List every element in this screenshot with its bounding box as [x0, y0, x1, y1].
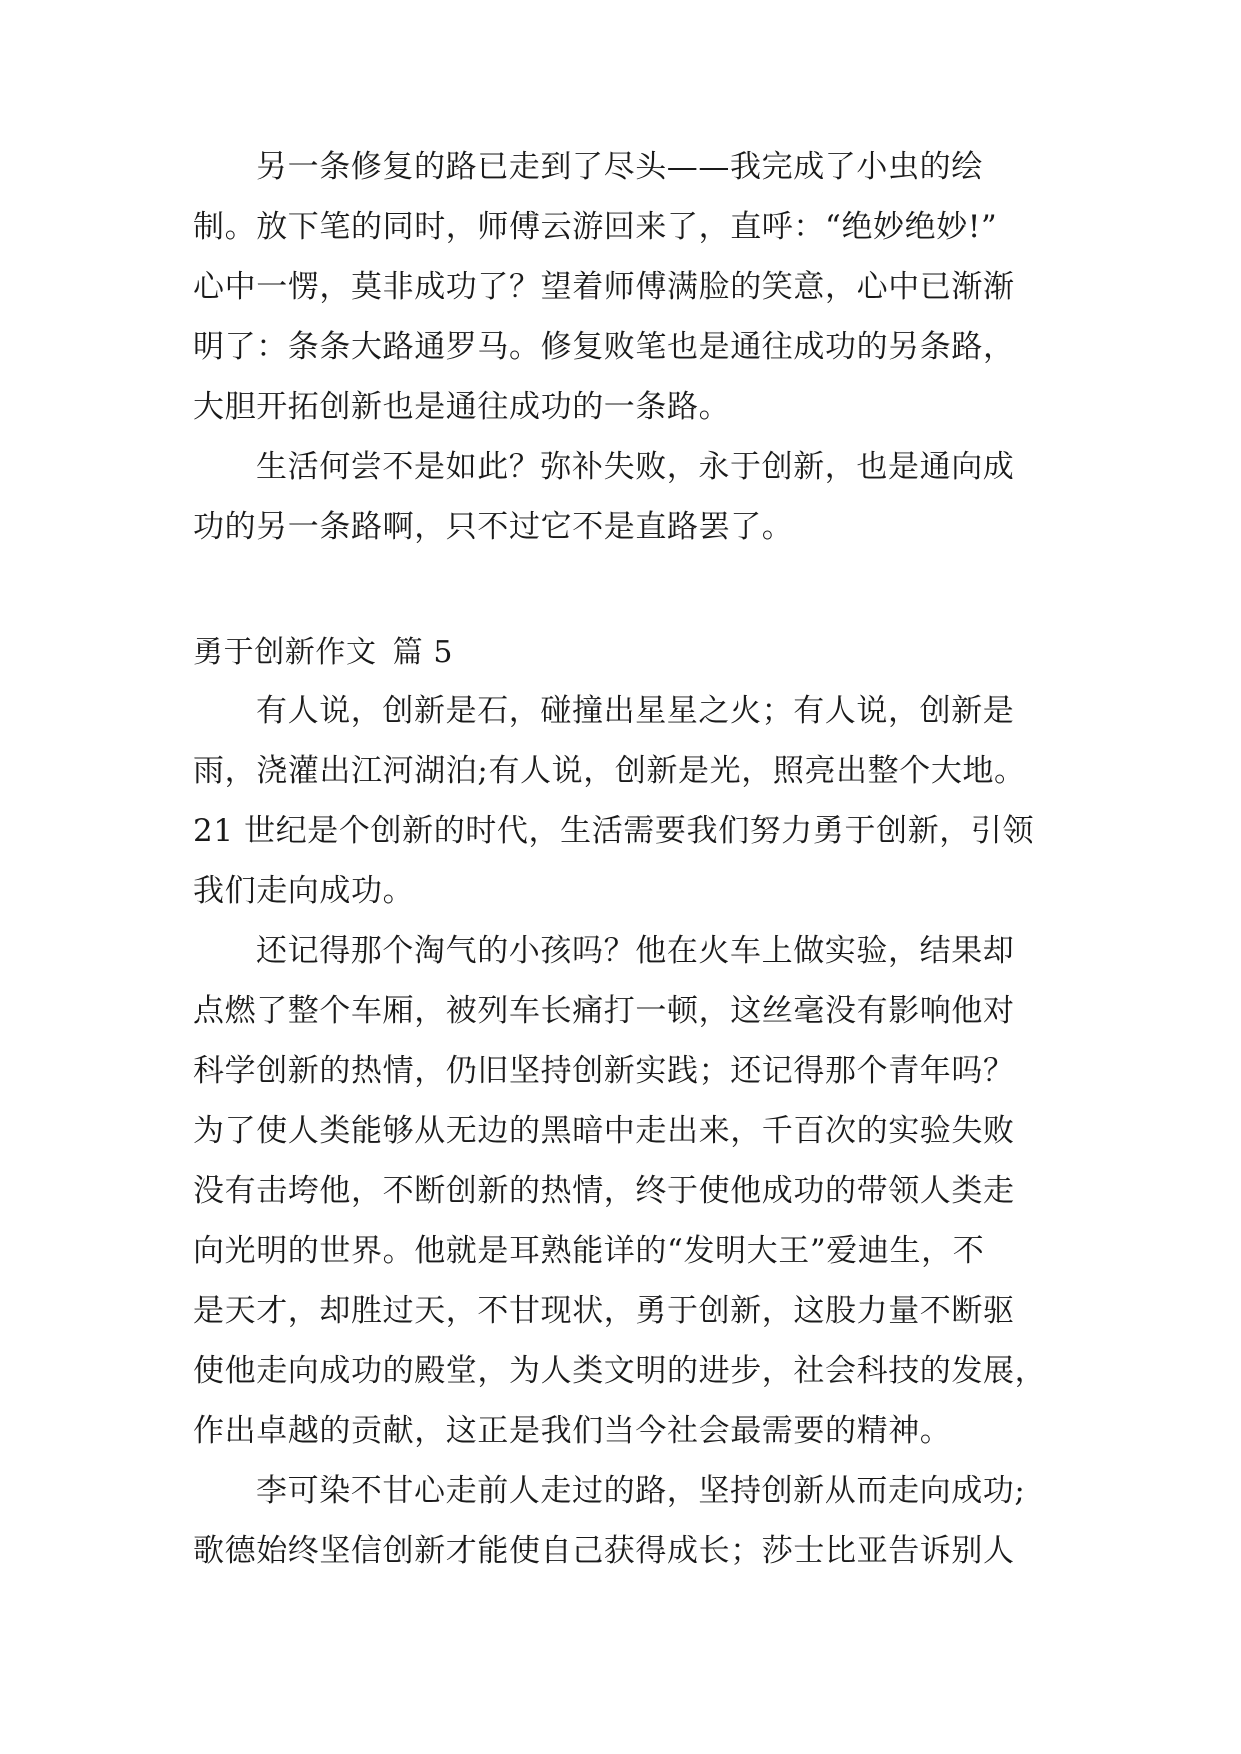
paragraph-line: 大胆开拓创新也是通往成功的一条路。: [193, 389, 731, 425]
paragraph-line: 生活何尝不是如此？弥补失败，永于创新，也是通向成: [256, 449, 1015, 485]
section-part: 篇 5: [392, 635, 454, 670]
paragraph-line: 功的另一条路啊，只不过它不是直路罢了。: [193, 509, 794, 545]
paragraph-line: 有人说，创新是石，碰撞出星星之火；有人说，创新是: [256, 693, 1015, 729]
paragraph-line: 为了使人类能够从无边的黑暗中走出来，千百次的实验失败: [193, 1113, 1015, 1149]
paragraph-line: 21 世纪是个创新的时代，生活需要我们努力勇于创新，引领: [193, 813, 1035, 849]
paragraph-line: 是天才，却胜过天，不甘现状，勇于创新，这股力量不断驱: [193, 1293, 1015, 1329]
paragraph-line: 李可染不甘心走前人走过的路，坚持创新从而走向成功;: [256, 1473, 1026, 1509]
text-block-1: [193, 137, 1053, 557]
paragraph-line: 雨，浇灌出江河湖泊;有人说，创新是光，照亮出整个大地。: [193, 753, 1026, 789]
paragraph-line: 心中一愣，莫非成功了？望着师傅满脸的笑意，心中已渐渐: [193, 269, 1015, 305]
section-title: 勇于创新作文: [193, 635, 377, 670]
paragraph-line: 我们走向成功。: [193, 873, 415, 909]
text-block-2: [193, 681, 1053, 1581]
paragraph-line: 点燃了整个车厢，被列车长痛打一顿，这丝毫没有影响他对: [193, 993, 1015, 1029]
paragraph-line: 向光明的世界。他就是耳熟能详的“发明大王”爱迪生，不: [193, 1233, 985, 1269]
paragraph-line: 歌德始终坚信创新才能使自己获得成长；莎士比亚告诉别人: [193, 1533, 1015, 1569]
paragraph-line: 作出卓越的贡献，这正是我们当今社会最需要的精神。: [193, 1413, 952, 1449]
paragraph-line: 制。放下笔的同时，师傅云游回来了，直呼：“绝妙绝妙!”: [193, 209, 998, 245]
paragraph-line: 没有击垮他，不断创新的热情，终于使他成功的带领人类走: [193, 1173, 1015, 1209]
paragraph-line: 明了：条条大路通罗马。修复败笔也是通往成功的另条路，: [193, 329, 1015, 365]
paragraph-line: 还记得那个淘气的小孩吗？他在火车上做实验，结果却: [256, 933, 1015, 969]
paragraph-line: 使他走向成功的殿堂，为人类文明的进步，社会科技的发展，: [193, 1353, 1047, 1389]
paragraph-line: 科学创新的热情，仍旧坚持创新实践；还记得那个青年吗？: [193, 1053, 1015, 1089]
section-heading: [193, 623, 453, 683]
paragraph-line: 另一条修复的路已走到了尽头——我完成了小虫的绘: [256, 149, 983, 185]
